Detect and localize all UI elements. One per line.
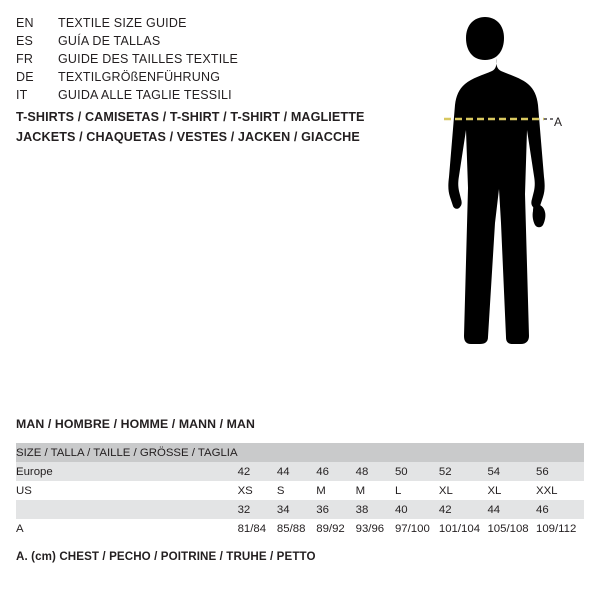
language-list <box>16 16 376 106</box>
cell <box>356 443 395 462</box>
cell: 44 <box>487 500 536 519</box>
male-silhouette-figure <box>404 14 594 404</box>
cell: M <box>356 481 395 500</box>
table-row-us-numeric <box>16 500 584 519</box>
cell: 46 <box>536 500 584 519</box>
cell <box>316 443 355 462</box>
cell: 54 <box>487 462 536 481</box>
cell: 40 <box>395 500 439 519</box>
language-code: EN <box>16 16 34 30</box>
cell: 34 <box>277 500 316 519</box>
cell: 89/92 <box>316 519 355 538</box>
cell: 56 <box>536 462 584 481</box>
cell: 81/84 <box>238 519 277 538</box>
cell: 36 <box>316 500 355 519</box>
language-title: GUIDE DES TAILLES TEXTILE <box>58 52 239 66</box>
cell: XL <box>439 481 488 500</box>
language-code: DE <box>16 70 34 84</box>
cell: 97/100 <box>395 519 439 538</box>
language-code: ES <box>16 34 34 48</box>
garment-category-jackets: JACKETS / CHAQUETAS / VESTES / JACKEN / GIACCHE <box>16 130 360 144</box>
cell <box>395 443 439 462</box>
silhouette-icon <box>404 14 594 404</box>
cell: 50 <box>395 462 439 481</box>
garment-categories <box>16 110 416 150</box>
row-label: US <box>16 481 238 500</box>
cell: 101/104 <box>439 519 488 538</box>
cell: 32 <box>238 500 277 519</box>
language-code: IT <box>16 88 28 102</box>
cell: 44 <box>277 462 316 481</box>
cell <box>487 443 536 462</box>
cell: L <box>395 481 439 500</box>
language-title: TEXTILGRÖßENFÜHRUNG <box>58 70 221 84</box>
cell: M <box>316 481 355 500</box>
garment-category-tshirts: T-SHIRTS / CAMISETAS / T-SHIRT / T-SHIRT / MAGLIETTE <box>16 110 365 124</box>
cell: 52 <box>439 462 488 481</box>
language-title: GUÍA DE TALLAS <box>58 34 161 48</box>
language-title: TEXTILE SIZE GUIDE <box>58 16 187 30</box>
cell: 105/108 <box>487 519 536 538</box>
cell <box>439 443 488 462</box>
table-row-header <box>16 443 584 462</box>
cell: 38 <box>356 500 395 519</box>
table-row-europe <box>16 462 584 481</box>
cell: 42 <box>238 462 277 481</box>
row-label: Europe <box>16 462 238 481</box>
size-table <box>16 443 584 538</box>
language-code: FR <box>16 52 34 66</box>
cell: 42 <box>439 500 488 519</box>
cell <box>238 443 277 462</box>
cell: 93/96 <box>356 519 395 538</box>
cell <box>536 443 584 462</box>
table-row-chest <box>16 519 584 538</box>
language-row <box>16 70 376 88</box>
cell: 46 <box>316 462 355 481</box>
cell: S <box>277 481 316 500</box>
language-row <box>16 16 376 34</box>
language-title: GUIDA ALLE TAGLIE TESSILI <box>58 88 232 102</box>
table-row-us <box>16 481 584 500</box>
language-row <box>16 52 376 70</box>
chest-callout-label: A <box>554 115 563 129</box>
language-row <box>16 88 376 106</box>
cell: XXL <box>536 481 584 500</box>
cell: 85/88 <box>277 519 316 538</box>
table-title: MAN / HOMBRE / HOMME / MANN / MAN <box>16 417 255 431</box>
cell: XL <box>487 481 536 500</box>
cell: XS <box>238 481 277 500</box>
row-label <box>16 500 238 519</box>
row-label: SIZE / TALLA / TAILLE / GRÖSSE / TAGLIA <box>16 443 238 462</box>
cell: 109/112 <box>536 519 584 538</box>
row-label: A <box>16 519 238 538</box>
table-footnote: A. (cm) CHEST / PECHO / POITRINE / TRUHE / PETTO <box>16 550 316 563</box>
language-row <box>16 34 376 52</box>
cell <box>277 443 316 462</box>
cell: 48 <box>356 462 395 481</box>
